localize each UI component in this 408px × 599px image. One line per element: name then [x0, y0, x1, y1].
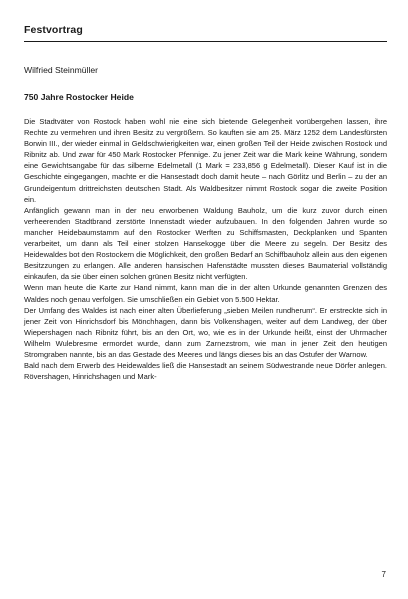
article-title: 750 Jahre Rostocker Heide — [24, 92, 134, 102]
header-rule — [24, 41, 387, 42]
page-number: 7 — [381, 570, 386, 579]
article-body — [24, 116, 387, 382]
author-name: Wilfried Steinmüller — [24, 65, 99, 75]
paragraph: Anfänglich gewann man in der neu erworbenen Waldung Bauholz, um die kurz zuvor durch einen verheerenden Stadtbrand zerstörte Innenstadt wieder aufzubauen. In den folgenden Jahren wurde so mancher Heidebaumstamm auf den Rostocker Werften zu Schiffsmasten, Deckplanken und Spanten verarbeitet, um dann als Teil einer stolzen Hansekogge über die Meere zu segeln. Der Besitz des Heidewaldes bot den Rostockern die Möglichkeit, den großen Bedarf an Schiffbauholz allein aus den eigenen Besitzzungen zu erlangen. Alle anderen hansischen Hafenstädte mussten dieses Baumaterial vollständig einkaufen, da sie über einen solchen grünen Besitz nicht verfügten. — [24, 205, 388, 282]
paragraph: Die Stadtväter von Rostock haben wohl nie eine sich bietende Gelegenheit vorübergehen lassen, ihre Rechte zu vermehren und ihren Besitz zu vergrößern. So kauften sie am 25. März 1252 dem Landesfürsten Borwin III., der wieder einmal in Geldschwierigkeiten war, einen großen Teil der Heide zwischen Rostock und Ribnitz ab. Und zwar für 450 Mark Rostocker Pfennige. Zu jener Zeit war die Mark keine Währung, sondern eine Gewichtsangabe für das silberne Edelmetall (1 Mark = 233,856 g Edelmetall). Dieser Kauf ist in die Geschichte eingegangen, machte er die Hansestadt doch damit heute – nach Görlitz und Berlin – zu der an Grundeigentum drittreichsten deutschen Stadt. Als Waldbesitzer nimmt Rostock sogar die zweite Position ein. — [24, 117, 387, 204]
paragraph: Der Umfang des Waldes ist nach einer alten Überlieferung „sieben Meilen rundherum“. Er erstreckte sich in jener Zeit von Hinrichsdorf bis Mönchhagen, dann bis Volkenshagen, weiter auf dem Landweg, der über Wiepershagen nach Ribnitz führt, bis an den Ort, wo, wie es in der Urkunde heißt, einst der Uhrmacher Wilhelm Wulebresme ermordet wurde, dann zum Zarnezstrom, wie man in jener Zeit den heutigen Stromgraben nannte, bis an das Gestade des Meeres und längs dieses bis an das Ostufer der Warnow. — [24, 305, 387, 359]
section-title: Festvortrag — [24, 24, 83, 36]
paragraph: Wenn man heute die Karte zur Hand nimmt, kann man die in der alten Urkunde genannten Grenzen des Waldes noch genau verfolgen. Sie umschließen ein Gebiet von 5.500 Hektar. — [24, 283, 387, 304]
paragraph: Bald nach dem Erwerb des Heidewaldes ließ die Hansestadt an seinem Südwestrande neue Dörfer anlegen. Rövershagen, Hinrichshagen und Mark- — [24, 361, 387, 382]
